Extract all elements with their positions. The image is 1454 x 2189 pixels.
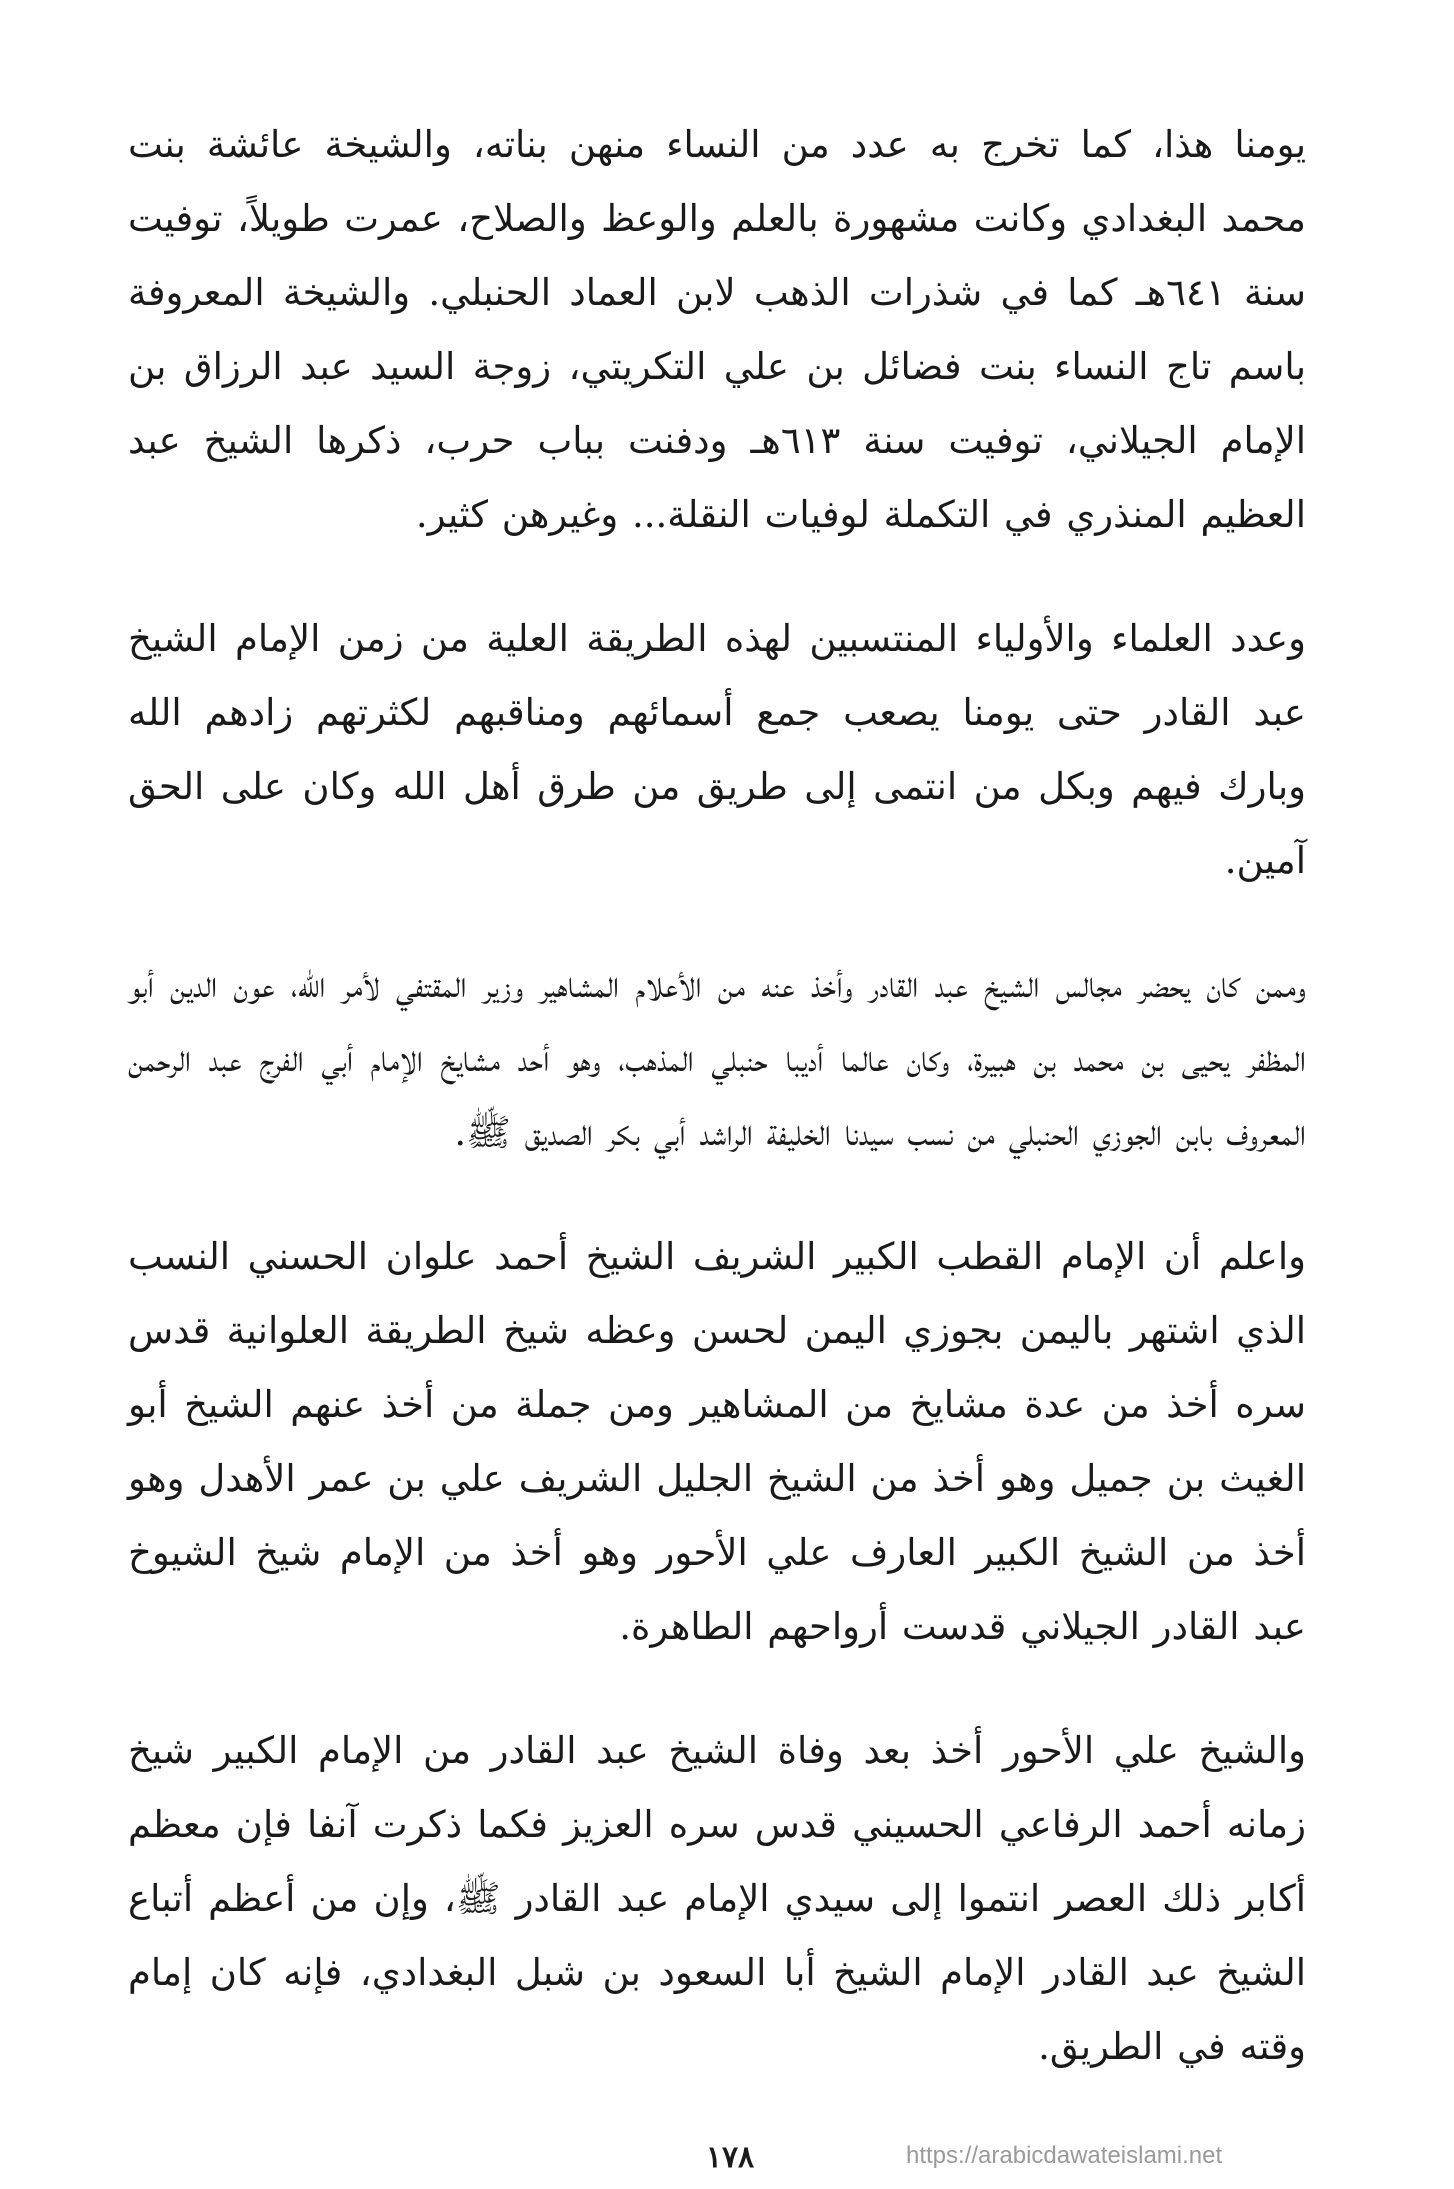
paragraph-1: يومنا هذا، كما تخرج به عدد من النساء منهن بناته، والشيخة عائشة بنت محمد البغدادي وكانت مشهورة بالعلم والوعظ والصلاح، عمرت طويلاً، توفيت سنة ٦٤١هـ كما في شذرات الذهب لابن العماد الحنبلي. والشيخة المعروفة باسم تاج النساء بنت فضائل بن علي التكريتي، زوجة السيد عبد الرزاق بن الإمام الجيلاني، توفيت سنة ٦١٣هـ ودفنت بباب حرب، ذكرها الشيخ عبد العظيم المنذري في التكملة لوفيات النقلة... وغيرهن كثير.: [128, 123, 1307, 536]
body-text: [128, 108, 1306, 2134]
paragraph-3: وممن كان يحضر مجالس الشيخ عبد القادر وأخذ عنه من الأعلام المشاهير وزير المقتفي لأمر الله، عون الدين أبو المظفر يحيى بن محمد بن هبيرة، وكان عالما أديبا حنبلي المذهب، وهو أحد مشايخ الإمام أبي الفرج عبد الرحمن المعروف بابن الجوزي الحنبلي من نسب سيدنا الخليفة الراشد أبي بكر الصديق ﷺ.: [128, 963, 1306, 1154]
watermark-url: https://arabicdawateislami.net: [906, 2142, 1223, 2169]
paragraph-5: والشيخ علي الأحور أخذ بعد وفاة الشيخ عبد القادر من الإمام الكبير شيخ زمانه أحمد الرفاعي الحسيني قدس سره العزيز فكما ذكرت آنفا فإن معظم أكابر ذلك العصر انتموا إلى سيدي الإمام عبد القادر ﷺ، وإن من أعظم أتباع الشيخ عبد القادر الإمام الشيخ أبا السعود بن شبل البغدادي، فإنه كان إمام وقته في الطريق.: [128, 1729, 1306, 2068]
page-footer: [0, 2140, 1454, 2180]
paragraph-4: واعلم أن الإمام القطب الكبير الشريف الشيخ أحمد علوان الحسني النسب الذي اشتهر باليمن بجوزي اليمن لحسن وعظه شيخ الطريقة العلوانية قدس سره أخذ من عدة مشايخ من المشاهير ومن جملة من أخذ عنهم الشيخ أبو الغيث بن جميل وهو أخذ من الشيخ الجليل الشريف علي بن عمر الأهدل وهو أخذ من الشيخ الكبير العارف علي الأحور وهو أخذ من الإمام شيخ الشيوخ عبد القادر الجيلاني قدست أرواحهم الطاهرة.: [128, 1235, 1306, 1648]
paragraph-2: وعدد العلماء والأولياء المنتسبين لهذه الطريقة العلية من زمن الإمام الشيخ عبد القادر حتى يومنا يصعب جمع أسمائهم ومناقبهم لكثرتهم زادهم الله وبارك فيهم وبكل من انتمى إلى طريق من طرق أهل الله وكان على الحق آمين.: [128, 617, 1306, 882]
page-number: ١٧٨: [705, 2140, 755, 2175]
